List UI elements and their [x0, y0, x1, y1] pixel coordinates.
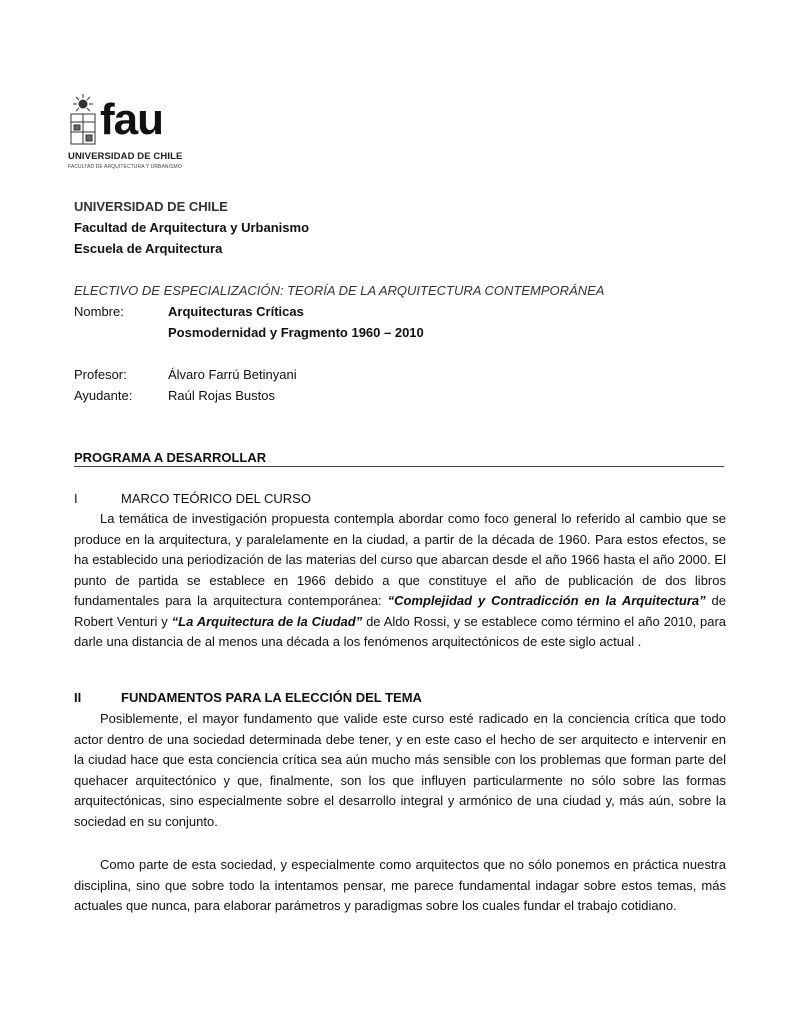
professor-name: Álvaro Farrú Betinyani [168, 367, 297, 382]
header-university: UNIVERSIDAD DE CHILE [74, 199, 228, 214]
book-title-venturi: “Complejidad y Contradicción en la Arquitectura” [387, 593, 706, 608]
section-2-number: II [74, 690, 82, 705]
header-faculty: Facultad de Arquitectura y Urbanismo [74, 220, 310, 235]
course-name-line2: Posmodernidad y Fragmento 1960 – 2010 [168, 325, 424, 340]
fau-logo [68, 94, 203, 174]
logo-wordmark: fau [100, 95, 163, 144]
section-1-text-b: de Robert Venturi y [74, 593, 726, 629]
program-heading: PROGRAMA A DESARROLLAR [74, 450, 724, 467]
professor-label: Profesor: [74, 367, 127, 382]
header-school: Escuela de Arquitectura [74, 241, 223, 256]
course-elective: ELECTIVO DE ESPECIALIZACIÓN: TEORÍA DE LA ARQUITECTURA CONTEMPORÁNEA [74, 283, 605, 298]
logo-university: UNIVERSIDAD DE CHILE [68, 151, 183, 162]
section-2-paragraph-1: Posiblemente, el mayor fundamento que valide este curso esté radicado en la conciencia crítica que todo actor dentro de una sociedad determinada debe tener, y en este caso el hecho de ser arquitecto e intervenir en la ciudad hace que esta conciencia crítica sea aún mucho más sensible con los problemas que forman parte del quehacer arquitectónico y que, finalmente, son los que influyen particularmente no sólo sobre las formas arquitectónicas, sino especialmente sobre el desarrollo integral y armónico de una ciudad y, más aún, sobre la sociedad en su conjunto. [74, 711, 726, 829]
section-2-title: FUNDAMENTOS PARA LA ELECCIÓN DEL TEMA [121, 690, 422, 705]
section-1-title: MARCO TEÓRICO DEL CURSO [121, 491, 311, 506]
course-name-label: Nombre: [74, 304, 124, 319]
section-2-paragraph-2: Como parte de esta sociedad, y especialmente como arquitectos que no sólo ponemos en práctica nuestra disciplina, sino que sobre todo la intentamos pensar, me parece fundamental indagar sobre estos temas, más actuales que nunca, para elaborar parámetros y paradigmas sobre los cuales fundar el trabajo cotidiano. [74, 857, 726, 913]
section-1-text-a: La temática de investigación propuesta contempla abordar como foco general lo referido al cambio que se produce en la arquitectura, y paralelamente en la ciudad, a partir de la década de 1960. Para estos efectos, se ha establecido una periodización de las materias del curso que abarcan desde el año 1966 hasta el año 2000. El punto de partida se establece en 1966 debido a que constituye el año de publicación de dos libros fundamentales para la arquitectura contemporánea: [74, 511, 726, 608]
course-name-line1: Arquitecturas Críticas [168, 304, 304, 319]
section-1-number: I [74, 491, 78, 506]
section-1-paragraph [74, 509, 726, 653]
assistant-label: Ayudante: [74, 388, 133, 403]
section-1-text-c: de Aldo Rossi, y se establece como término el año 2010, para darle una distancia de al menos una década a los fenómenos arquitectónicos de este siglo actual . [74, 613, 726, 649]
book-title-rossi: “La Arquitectura de la Ciudad” [171, 613, 363, 629]
assistant-name: Raúl Rojas Bustos [168, 388, 275, 403]
university-seal-icon [68, 94, 98, 148]
logo-faculty: FACULTAD DE ARQUITECTURA Y URBANISMO [68, 164, 182, 170]
